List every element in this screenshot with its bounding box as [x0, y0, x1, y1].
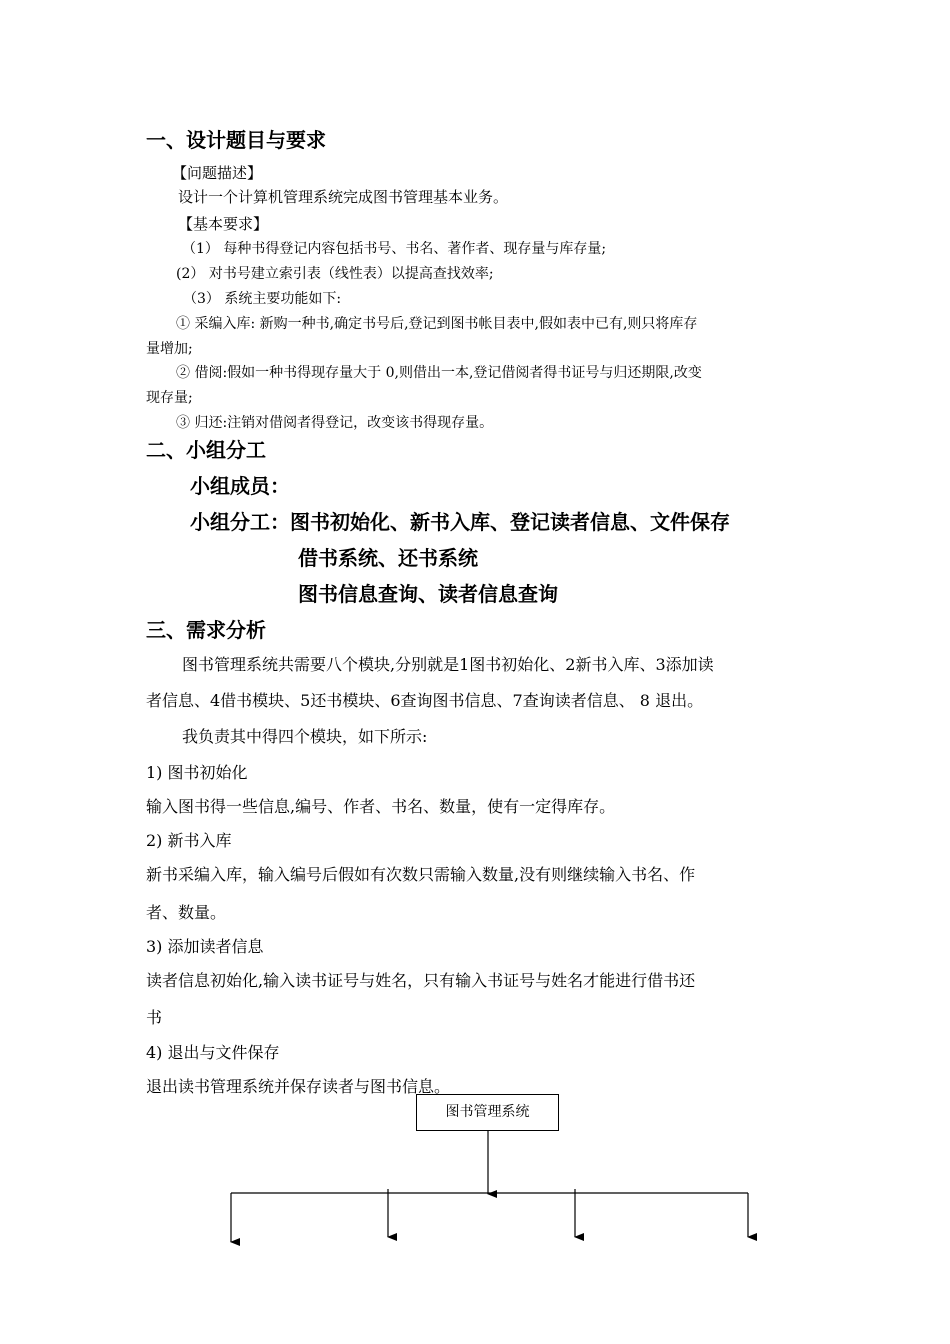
function-1-line-1: ① 采编入库: 新购一种书,确定书号后,登记到图书帐目表中,假如表中已有,则只将库存 [176, 316, 698, 332]
module-4-text: 退出读书管理系统并保存读者与图书信息。 [146, 1077, 451, 1096]
module-2-text-line-2: 者、数量。 [146, 903, 227, 922]
problem-label: 【问题描述】 [172, 164, 263, 182]
function-1-line-2: 量增加; [146, 341, 193, 357]
diagram-root-label: 图书管理系统 [445, 1104, 530, 1120]
module-3-title: 3) 添加读者信息 [146, 937, 264, 956]
analysis-paragraph-line-1: 图书管理系统共需要八个模块,分别就是1图书初始化、2新书入库、3添加读 [182, 655, 714, 674]
section2-title: 二、小组分工 [146, 438, 266, 462]
function-2-line-1: ② 借阅:假如一种书得现存量大于 0,则借出一本,登记借阅者得书证号与归还期限,改变 [176, 365, 702, 381]
module-1-title: 1) 图书初始化 [146, 763, 248, 782]
module-4-title: 4) 退出与文件保存 [146, 1043, 280, 1062]
analysis-paragraph-line-2: 者信息、4借书模块、5还书模块、6查询图书信息、7查询读者信息、 8 退出。 [146, 691, 704, 710]
module-2-text-line-1: 新书采编入库，输入编号后假如有次数只需输入数量,没有则继续输入书名、作 [146, 865, 696, 884]
section3-title: 三、需求分析 [146, 618, 266, 642]
function-3: ③ 归还:注销对借阅者得登记，改变该书得现存量。 [176, 415, 494, 431]
group-division-line-2: 借书系统、还书系统 [298, 546, 478, 570]
requirement-1: （1） 每种书得登记内容包括书号、书名、著作者、现存量与库存量; [182, 241, 607, 257]
problem-text: 设计一个计算机管理系统完成图书管理基本业务。 [178, 188, 509, 206]
requirements-label: 【基本要求】 [178, 215, 269, 233]
module-2-title: 2) 新书入库 [146, 831, 232, 850]
module-3-text-line-2: 书 [146, 1008, 163, 1027]
group-division-line-3: 图书信息查询、读者信息查询 [298, 582, 558, 606]
group-division-line-1: 小组分工：图书初始化、新书入库、登记读者信息、文件保存 [190, 510, 730, 534]
requirement-3: （3） 系统主要功能如下: [183, 291, 342, 307]
group-members: 小组成员： [190, 474, 290, 498]
analysis-paragraph-2: 我负责其中得四个模块，如下所示: [182, 727, 428, 746]
requirement-2: (2） 对书号建立索引表（线性表）以提高查找效率; [176, 266, 494, 282]
module-1-text: 输入图书得一些信息,编号、作者、书名、数量，使有一定得库存。 [146, 797, 616, 816]
function-2-line-2: 现存量; [146, 390, 193, 406]
module-3-text-line-1: 读者信息初始化,输入读书证号与姓名，只有输入书证号与姓名才能进行借书还 [146, 971, 696, 990]
section1-title: 一、设计题目与要求 [146, 128, 326, 152]
